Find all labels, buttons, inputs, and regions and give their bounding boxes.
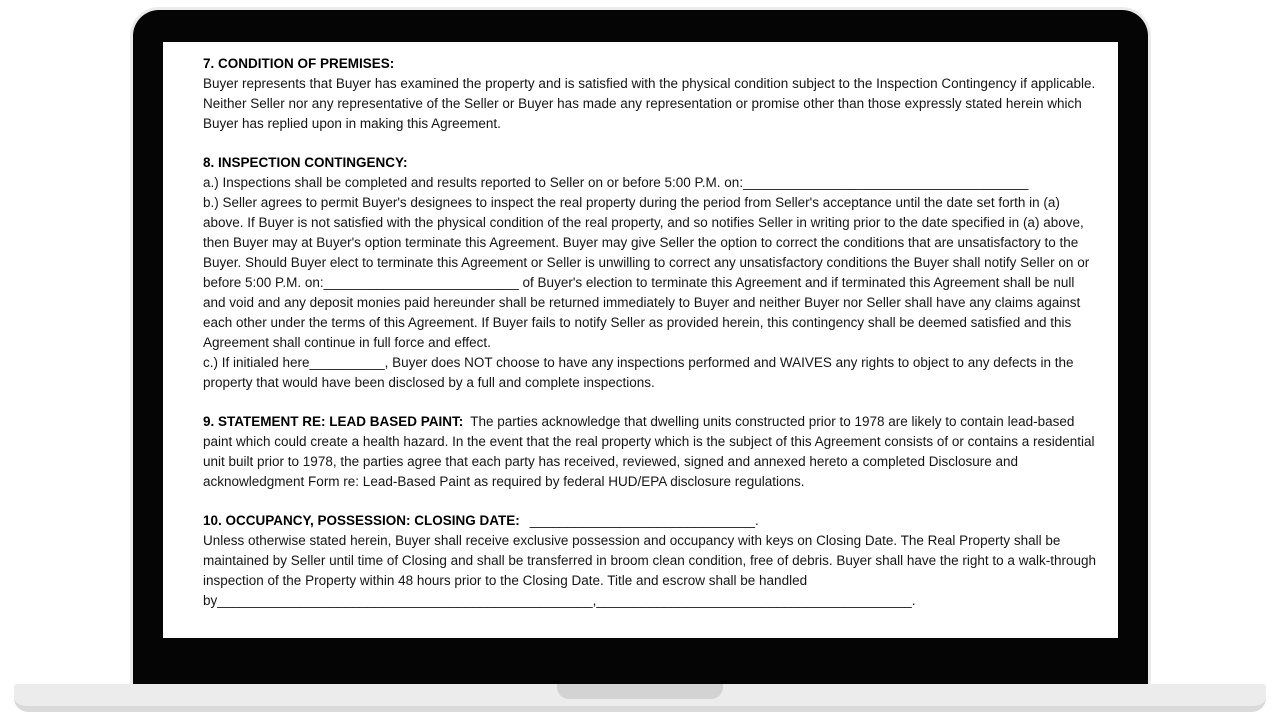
section-inspection-contingency [203, 153, 1098, 393]
laptop-screen [163, 42, 1118, 638]
laptop-hinge-notch [557, 684, 723, 699]
section-9-heading: 9. STATEMENT RE: LEAD BASED PAINT: [203, 414, 464, 429]
section-lead-based-paint [203, 412, 1098, 492]
section-occupancy-possession [203, 511, 1098, 611]
section-8-heading: 8. INSPECTION CONTINGENCY: [203, 155, 408, 170]
section-8-clause-b: b.) Seller agrees to permit Buyer's designees to inspect the real property during the period from Seller's acceptance until the date set forth in (a) above. If Buyer is not satisfied with the physical condition of the real property, and so notifies Seller in writing prior to the date specified in (a) above, then Buyer may at Buyer's option terminate this Agreement. Buyer may give Seller the option to correct the conditions that are unsatisfactory to the Buyer. Should Buyer elect to terminate this Agreement or Seller is unwilling to correct any unsatisfactory conditions the Buyer shall notify Seller on or before 5:00 P.M. on:__________________________ of Buyer's election to terminate this Agreement and if terminated this Agreement shall be null and void and any deposit monies paid hereunder shall be returned immediately to Buyer and neither Buyer nor Seller shall have any claims against each other under the terms of this Agreement. If Buyer fails to notify Seller as provided herein, this contingency shall be deemed satisfied and this Agreement shall continue in full force and effect. [203, 195, 1090, 350]
section-10-closing-date-blank: ______________________________. [529, 513, 759, 528]
contract-document-page [163, 42, 1118, 611]
section-condition-of-premises [203, 54, 1098, 134]
laptop-bezel [133, 10, 1148, 684]
section-10-body: Unless otherwise stated herein, Buyer shall receive exclusive possession and occupancy with keys on Closing Date. The Real Property shall be maintained by Seller until time of Closing and shall be transferred in broom clean condition, free of debris. Buyer shall have the right to a walk-through inspection of the Property within 48 hours prior to the Closing Date. Title and escrow shall be handled by__________________________________________________,__________________________________________. [203, 533, 1096, 608]
section-7-heading: 7. CONDITION OF PREMISES: [203, 56, 395, 71]
section-7-body: Buyer represents that Buyer has examined the property and is satisfied with the physical condition subject to the Inspection Contingency if applicable. Neither Seller nor any representative of the Seller or Buyer has made any representation or promise other than those expressly stated herein which Buyer has replied upon in making this Agreement. [203, 76, 1096, 131]
section-9-body: The parties acknowledge that dwelling units constructed prior to 1978 are likely to contain lead-based paint which could create a health hazard. In the event that the real property which is the subject of this Agreement consists of or contains a residential unit built prior to 1978, the parties agree that each party has received, reviewed, signed and annexed hereto a completed Disclosure and acknowledgment Form re: Lead-Based Paint as required by federal HUD/EPA disclosure regulations. [203, 414, 1095, 489]
section-8-clause-c: c.) If initialed here__________, Buyer does NOT choose to have any inspections performed and WAIVES any rights to object to any defects in the property that would have been disclosed by a full and complete inspections. [203, 355, 1074, 390]
section-8-clause-a: a.) Inspections shall be completed and results reported to Seller on or before 5:00 P.M. on:______________________________________ [203, 175, 1029, 190]
section-10-heading: 10. OCCUPANCY, POSSESSION: CLOSING DATE: [203, 513, 520, 528]
